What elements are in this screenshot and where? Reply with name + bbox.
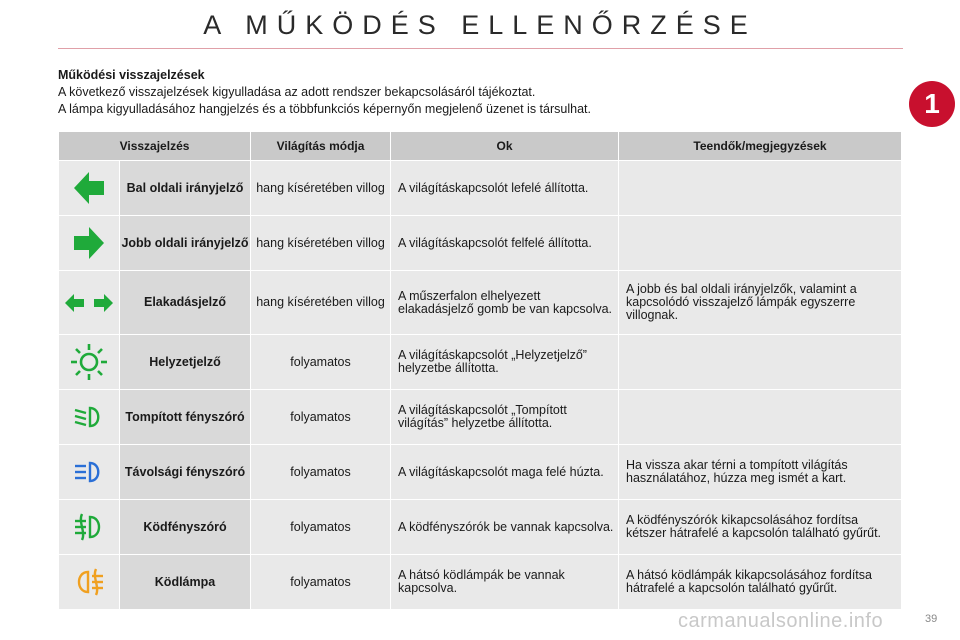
notes: A hátsó ködlámpák kikapcsolásához fordítsa hátrafelé a kapcsolón található gyűrűt.: [619, 555, 902, 610]
lighting-mode: folyamatos: [251, 335, 391, 390]
indicator-icon-cell: [59, 555, 120, 610]
notes: Ha vissza akar térni a tompított világítás használatához, húzza meg ismét a kart.: [619, 445, 902, 500]
header-notes: Teendők/megjegyzések: [619, 132, 902, 161]
position-light-icon: [60, 342, 118, 382]
left-arrow-icon: [60, 170, 118, 206]
cause: A világításkapcsolót „Helyzetjelző” helyzetbe állította.: [391, 335, 619, 390]
notes: [619, 216, 902, 271]
lighting-mode: hang kíséretében villog: [251, 271, 391, 335]
table-row: [59, 445, 902, 500]
indicator-icon-cell: [59, 271, 120, 335]
intro-section: [58, 67, 898, 118]
notes: [619, 161, 902, 216]
notes: A jobb és bal oldali irányjelzők, valamint a kapcsolódó visszajelző lámpák egyszerre villognak.: [619, 271, 902, 335]
lighting-mode: folyamatos: [251, 390, 391, 445]
intro-line-1: A következő visszajelzések kigyulladása az adott rendszer bekapcsolásáról tájékoztat.: [58, 85, 536, 99]
table-row: [59, 271, 902, 335]
cause: A ködfényszórók be vannak kapcsolva.: [391, 500, 619, 555]
indicator-icon-cell: [59, 335, 120, 390]
lighting-mode: hang kíséretében villog: [251, 216, 391, 271]
chapter-badge: 1: [909, 81, 955, 127]
page-title: A MŰKÖDÉS ELLENŐRZÉSE: [203, 10, 757, 40]
dipped-beam-icon: [60, 404, 118, 430]
table-row: [59, 555, 902, 610]
cause: A világításkapcsolót felfelé állította.: [391, 216, 619, 271]
indicator-name: Jobb oldali irányjelző: [120, 216, 251, 271]
watermark: carmanualsonline.info: [678, 610, 884, 632]
table-row: [59, 500, 902, 555]
indicator-icon-cell: [59, 216, 120, 271]
table-header-row: [59, 132, 902, 161]
indicator-name: Ködfényszóró: [120, 500, 251, 555]
intro-heading: Működési visszajelzések: [58, 68, 205, 82]
header-indicator: Visszajelzés: [59, 132, 251, 161]
table-row: [59, 216, 902, 271]
intro-line-2: A lámpa kigyulladásához hangjelzés és a többfunkciós képernyőn megjelenő üzenet is társulhat.: [58, 102, 591, 116]
indicator-name: Elakadásjelző: [120, 271, 251, 335]
lighting-mode: folyamatos: [251, 445, 391, 500]
indicator-name: Ködlámpa: [120, 555, 251, 610]
rear-fog-icon: [60, 567, 118, 597]
lighting-mode: hang kíséretében villog: [251, 161, 391, 216]
notes: [619, 390, 902, 445]
main-beam-icon: [60, 459, 118, 485]
notes: [619, 335, 902, 390]
indicator-icon-cell: [59, 161, 120, 216]
cause: A műszerfalon elhelyezett elakadásjelző gomb be van kapcsolva.: [391, 271, 619, 335]
lighting-mode: folyamatos: [251, 500, 391, 555]
title-divider: [58, 48, 903, 49]
table-row: [59, 335, 902, 390]
indicator-table: [58, 131, 902, 610]
cause: A világításkapcsolót maga felé húzta.: [391, 445, 619, 500]
cause: A hátsó ködlámpák be vannak kapcsolva.: [391, 555, 619, 610]
indicator-icon-cell: [59, 390, 120, 445]
indicator-name: Helyzetjelző: [120, 335, 251, 390]
lighting-mode: folyamatos: [251, 555, 391, 610]
table-row: [59, 161, 902, 216]
indicator-name: Tompított fényszóró: [120, 390, 251, 445]
page-number: 39: [925, 613, 938, 625]
indicator-name: Bal oldali irányjelző: [120, 161, 251, 216]
notes: A ködfényszórók kikapcsolásához fordítsa kétszer hátrafelé a kapcsolón található gyűrűt.: [619, 500, 902, 555]
front-fog-icon: [60, 512, 118, 542]
indicator-icon-cell: [59, 445, 120, 500]
header-cause: Ok: [391, 132, 619, 161]
right-arrow-icon: [60, 225, 118, 261]
cause: A világításkapcsolót lefelé állította.: [391, 161, 619, 216]
header-mode: Világítás módja: [251, 132, 391, 161]
indicator-name: Távolsági fényszóró: [120, 445, 251, 500]
hazard-arrows-icon: [60, 292, 118, 314]
cause: A világításkapcsolót „Tompított világítás” helyzetbe állította.: [391, 390, 619, 445]
table-row: [59, 390, 902, 445]
indicator-icon-cell: [59, 500, 120, 555]
